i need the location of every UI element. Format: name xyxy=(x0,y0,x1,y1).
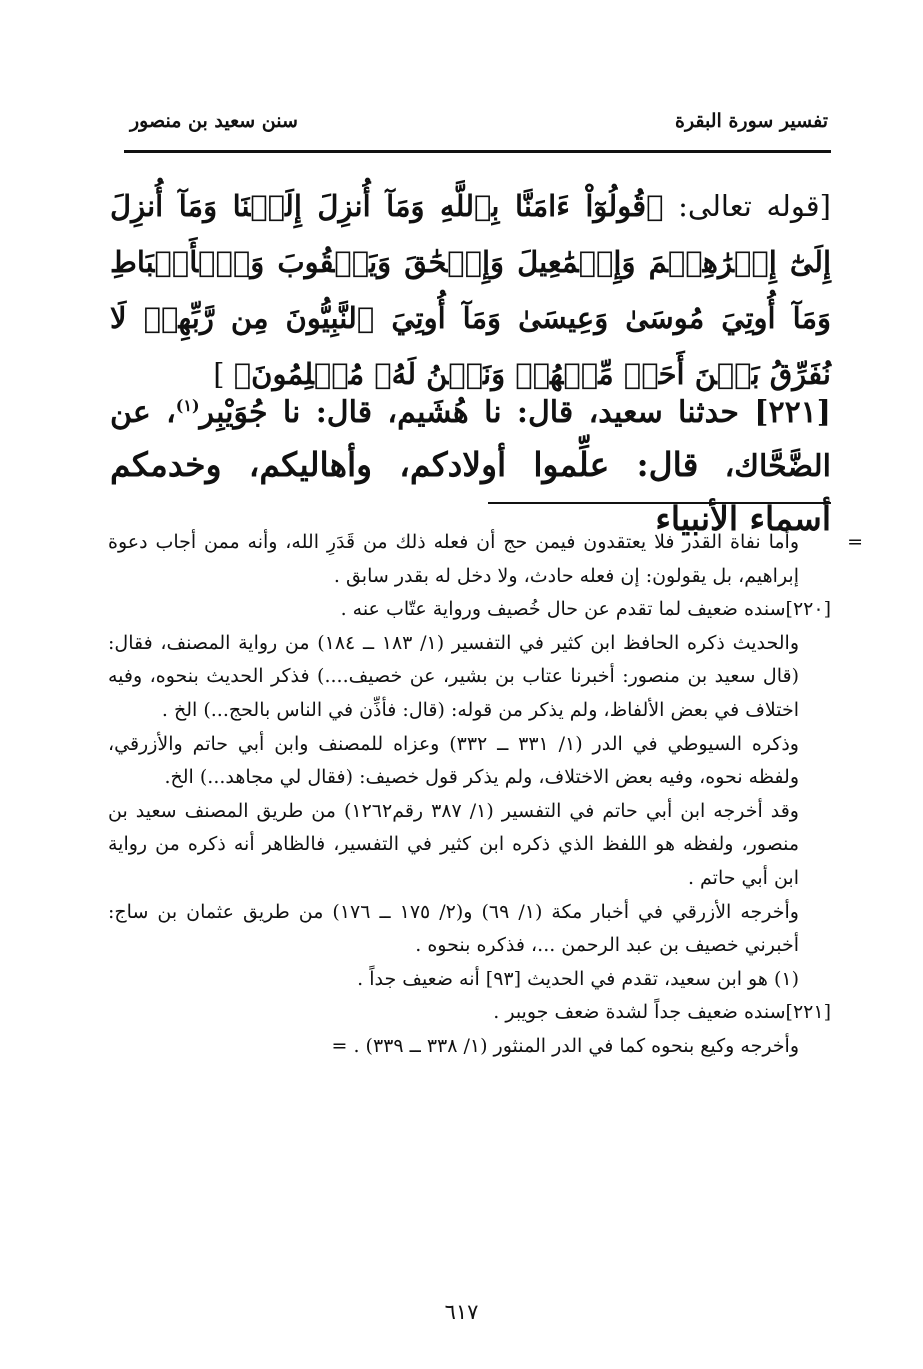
footnote-1-mark: (١) xyxy=(773,967,799,990)
hadith-matn: قال: علِّموا أولادكم، وأهاليكم، وخدمكم أسماء الأنبياء xyxy=(110,445,831,538)
footnote-ref-1[interactable]: (١) xyxy=(175,396,200,415)
verse-intro: [قوله تعالى: xyxy=(663,189,831,223)
continuation-mark: = xyxy=(847,531,863,553)
continuation-text: وأما نفاة القدر فلا يعتقدون فيمن حج أن فعله ذلك من قَدَرِ الله، وأنه ممن أجاب دعوة إبراهيم، بل يقولون: إن فعله حادث، ولا دخل له بقدر سابق . xyxy=(108,531,799,587)
note-221-para-1: وأخرجه وكيع بنحوه كما في الدر المنثور (١/ ٣٣٨ ــ ٣٣٩) . = xyxy=(331,1034,799,1057)
footnotes xyxy=(108,526,863,1064)
verse-text: ﴿قُولُوٓاْ ءَامَنَّا بِٱللَّهِ وَمَآ أُنزِلَ إِلَيۡنَا وَمَآ أُنزِلَ إِلَىٰٓ إِبۡرَٰهِـۧمَ وَإِسۡمَٰعِيلَ وَإِسۡحَٰقَ وَيَعۡقُوبَ وَٱلۡأَسۡبَاطِ وَمَآ أُوتِيَ مُوسَىٰ وَعِيسَىٰ وَمَآ أُوتِيَ ٱلنَّبِيُّونَ مِن رَّبِّهِمۡ لَا نُفَرِّقُ بَيۡنَ أَحَدٖ مِّنۡهُمۡ وَنَحۡنُ لَهُۥ مُسۡلِمُونَ﴾ xyxy=(110,189,831,391)
running-head-book: سنن سعيد بن منصور xyxy=(130,110,298,132)
header-rule xyxy=(124,150,831,153)
note-220-intro xyxy=(108,593,831,627)
hadith-isnad-end: ، عن الضَّحَّاك، xyxy=(110,395,831,484)
note-220-para-3: وقد أخرجه ابن أبي حاتم في التفسير (١/ ٣٨٧ رقم١٢٦٢) من طريق المصنف سعيد بن منصور، ولفظه هو اللفظ الذي ذكره ابن كثير في التفسير، فالظاهر أنه ذكره من رواية ابن أبي حاتم . xyxy=(108,799,799,889)
page-number: ٦١٧ xyxy=(444,1300,479,1324)
note-220-para-1: والحديث ذكره الحافظ ابن كثير في التفسير (١/ ١٨٣ ــ ١٨٤) من رواية المصنف، فقال: (قال سعيد بن منصور: أخبرنا عتاب بن بشير، عن خصيف....) فذكر الحديث بنحوه، وفيه اختلاف في بعض الألفاظ، ولم يذكر من قوله: (قال: فأذِّن في الناس بالحج...) الخ . xyxy=(108,631,800,721)
footnote-1-text: هو ابن سعيد، تقدم في الحديث [٩٣] أنه ضعيف جداً . xyxy=(357,967,774,990)
note-220-para-2: وذكره السيوطي في الدر (١/ ٣٣١ ــ ٣٣٢) وعزاه للمصنف وابن أبي حاتم والأزرقي، ولفظه نحوه، وفيه بعض الاختلاف، ولم يذكر قول خصيف: (فقال لي مجاهد...) الخ. xyxy=(108,732,799,789)
note-221-intro xyxy=(108,996,831,1030)
note-220-text: سنده ضعيف لما تقدم عن حال خُصيف ورواية عتّاب عنه . xyxy=(340,598,786,621)
running-head-surah: تفسير سورة البقرة xyxy=(674,110,828,132)
hadith-221 xyxy=(110,380,831,547)
footnote-separator xyxy=(488,502,831,504)
note-221-tag: [٢٢١] xyxy=(785,1001,831,1024)
hadith-number: [٢٢١] xyxy=(754,395,831,430)
note-220-tag: [٢٢٠] xyxy=(785,598,831,621)
hadith-isnad: حدثنا سعيد، قال: نا هُشَيم، قال: نا جُوَيْبِر xyxy=(199,395,755,430)
footnote-1 xyxy=(108,963,831,997)
note-220-para-4: وأخرجه الأزرقي في أخبار مكة (١/ ٦٩) و(٢/ ١٧٥ ــ ١٧٦) من طريق عثمان بن ساج: أخبرني خصيف بن عبد الرحمن ...، فذكره بنحوه . xyxy=(108,900,799,957)
quran-verse-block xyxy=(110,178,831,402)
verse-close: ] xyxy=(213,357,234,391)
footnote-continuation xyxy=(108,526,863,593)
note-221-text: سنده ضعيف جداً لشدة ضعف جويبر . xyxy=(493,1001,786,1024)
